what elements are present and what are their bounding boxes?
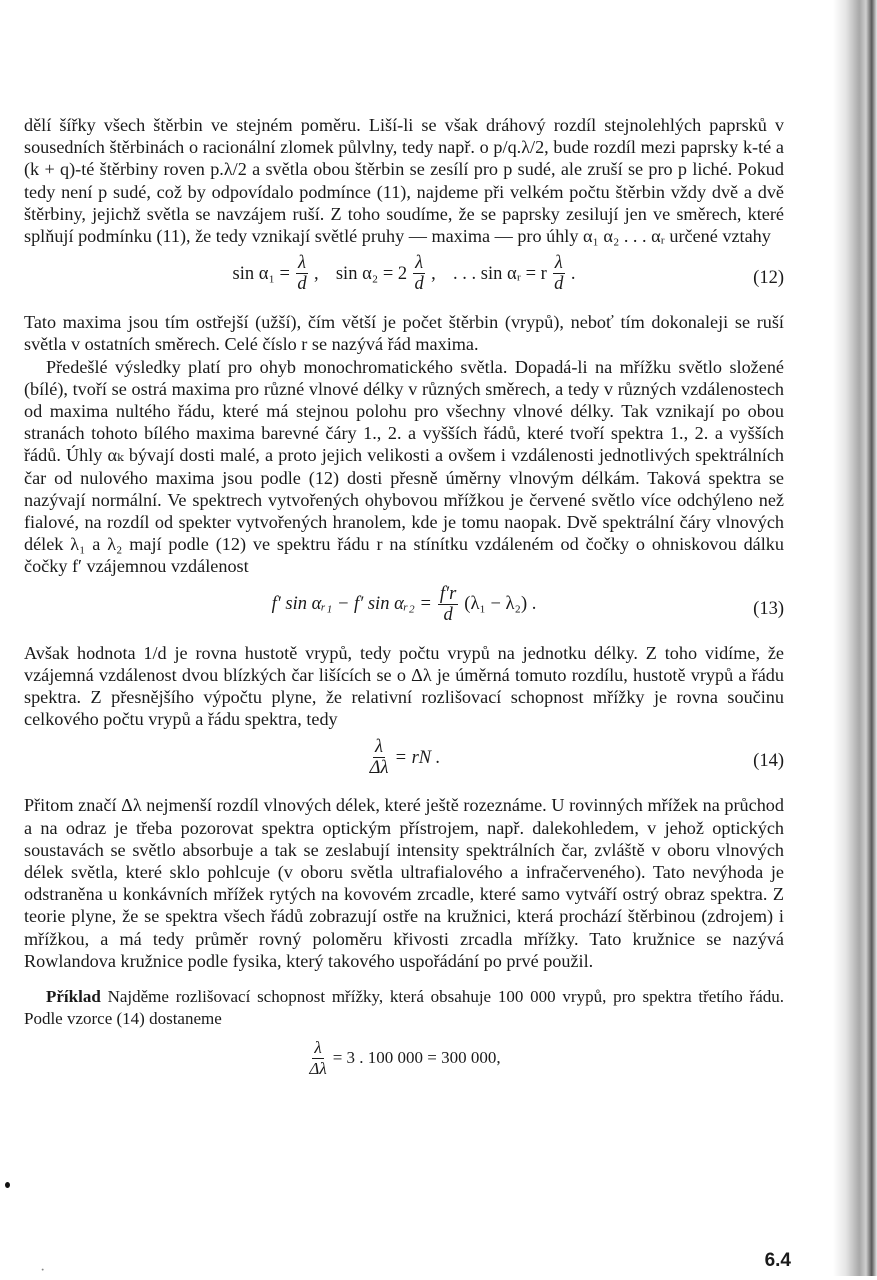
paragraph-interference: dělí šířky všech štěrbin ve stejném poměru. Liší-li se však dráhový rozdíl stejnolehlých paprsků v sousedních štěrbinách o racionální zlomek půlvlny, tedy např. o p/q.λ/2, bude rozdíl mezi paprsky k-té a (k + q)-té štěrbiny roven p.λ/2 a světla obou štěrbin se zesílí pro p sudé, ale zruší se pro p liché. Pokud tedy není p sudé, což by odpovídalo podmínce (11), najdeme při velkém počtu štěrbin vždy dvě a dvě štěrbiny, jejichž světla se navzájem ruší. Z toho soudíme, že se paprsky zesilují jen ve směrech, které splňují podmínku (11), že tedy vznikají světlé pruhy — maxima — pro úhly α₁ α₂ . . . αᵣ určené vztahy bbox=[24, 115, 784, 247]
equation-example bbox=[24, 1037, 784, 1087]
fraction: $\frac{\lambda}{d}$ bbox=[554, 253, 564, 295]
fraction: $\frac{\lambda}{d}$ bbox=[297, 253, 307, 295]
fraction: $\frac{\lambda}{d}$ bbox=[414, 253, 424, 295]
eq12-term3: . . . sin αᵣ = r bbox=[453, 263, 547, 284]
period: . bbox=[570, 263, 576, 284]
scan-speck bbox=[5, 1182, 10, 1188]
paragraph-rowland: Přitom značí Δλ nejmenší rozdíl vlnových délek, které ještě rozeznáme. U rovinných mřížek na průchod a na odraz je třeba pozorovat spektra optickým přístrojem, např. dalekohledem, v jehož optických soustavách se světlo absorbuje a tak se zeslabují intensity spektrálních čar, zvláště v oboru vlnových délek světla, které sklo pohlcuje (v oboru světla ultrafialového a infračerveného). Tato nevýhoda je odstraněna u konkávních mřížek rytých na kovovém zrcadle, které samo vytváří ostrý obraz spektra. Z teorie plyne, že se spektra všech řádů zobrazují ostře na kružnici, která prochází štěrbinou (zdrojem) i mřížkou, a má tedy průměr rovný poloměru křivosti zrcadla mřížky. Tato kružnice se nazývá Rowlandova kružnice podle fysika, který takového uspořádání po prvé použil. bbox=[24, 795, 784, 971]
fraction: $\frac{\lambda}{\Delta\lambda}$ bbox=[309, 1037, 327, 1078]
equation-number: (12) bbox=[753, 268, 784, 289]
example-paragraph bbox=[24, 986, 784, 1030]
equation-number: (14) bbox=[753, 751, 784, 772]
eq12-term2: sin α₂ = 2 bbox=[335, 263, 408, 284]
equation-12 bbox=[24, 253, 784, 303]
equation-14 bbox=[24, 736, 784, 786]
eq-example-right: = 3 . 100 000 = 300 000, bbox=[332, 1047, 501, 1067]
paragraph-white-light: Předešlé výsledky platí pro ohyb monochromatického světla. Dopadá-li na mřížku světlo složené (bílé), tvoří se ostrá maxima pro různé vlnové délky v různých směrech, a tedy v různých vzdálenostech od maxima nultého řádu, které má stejnou polohu pro všechny vlnové délky. Tak vznikají po obou stranách tohoto bílého maxima barevné čáry 1., 2. a vyšších řádů, které tvoří spektra 1., 2. a vyšších řádů. Úhly αₖ bývají dosti malé, a proto jejich velikosti a ovšem i vzdálenosti jednotlivých spektrálních čar od nulového maxima jsou podle (12) dosti přesně úměrny vlnovým délkám. Taková spektra se nazývají normální. Ve spektrech vytvořených ohybovou mřížkou je červené světlo více odchýleno než fialové, na rozdíl od spekter vytvořených hranolem, kde je tomu naopak. Dvě spektrální čáry vlnových délek λ₁ a λ₂ mají podle (12) ve spektru řádu r na stínítku vzdáleném od čočky o ohniskovou dálku čočky f′ vzájemnou vzdálenost bbox=[24, 356, 784, 577]
paragraph-resolving-power: Avšak hodnota 1/d je rovna hustotě vrypů, tedy počtu vrypů na jednotku délky. Z toho vidíme, že vzájemná vzdálenost dvou blízkých čar lišících se o Δλ je úměrná tomuto rozdílu, hustotě vrypů a řádu spektra. Z přesnějšího výpočtu plyne, že relativní rozlišovací schopnost mřížky je rovna součinu celkového počtu vrypů a řádu spektra, tedy bbox=[24, 642, 784, 730]
paragraph-maxima: Tato maxima jsou tím ostřejší (užší), čím větší je počet štěrbin (vrypů), neboť tím dokonaleji se ruší světla v ostatních směrech. Celé číslo r se nazývá řád maxima. bbox=[24, 312, 784, 355]
equation-13 bbox=[24, 584, 784, 634]
eq12-term1: sin α₁ = bbox=[232, 263, 290, 284]
fraction: $\frac{f'r}{d}$ bbox=[439, 583, 457, 625]
equation-number: (13) bbox=[753, 598, 784, 619]
eq14-right: = rN . bbox=[394, 747, 441, 768]
eq13-right: (λ₁ − λ₂) . bbox=[464, 594, 537, 615]
book-binding-shadow bbox=[833, 0, 877, 1276]
separator: , bbox=[431, 263, 436, 284]
example-label: Příklad bbox=[46, 987, 101, 1007]
example-text: Najděme rozlišovací schopnost mřížky, která obsahuje 100 000 vrypů, pro spektra třetího řádu. Podle vzorce (14) dostaneme bbox=[24, 987, 784, 1029]
page-body bbox=[24, 114, 784, 1095]
eq13-left: f′ sin αᵣ₁ − f′ sin αᵣ₂ = bbox=[271, 594, 432, 615]
page-number-left-fragment: · bbox=[40, 1262, 46, 1279]
fraction: $\frac{\lambda}{\Delta\lambda}$ bbox=[369, 737, 389, 779]
section-number: 6.4 bbox=[764, 1250, 791, 1271]
separator: , bbox=[313, 263, 319, 284]
